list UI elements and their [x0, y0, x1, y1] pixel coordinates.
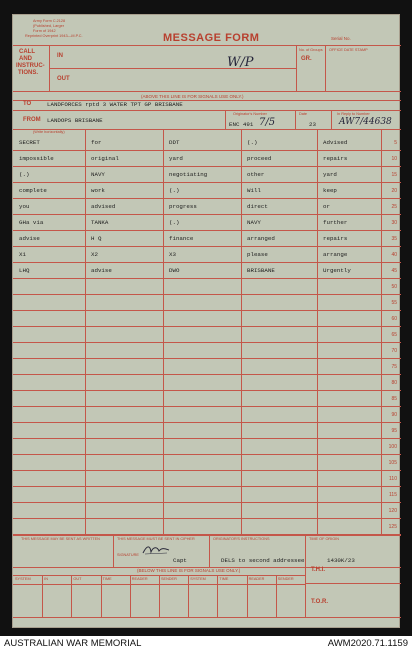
message-row — [13, 279, 401, 295]
signals-grid-divider — [217, 575, 218, 617]
message-word: X3 — [169, 251, 176, 258]
signals-grid-divider — [101, 575, 102, 617]
signals-grid-header: TIME — [219, 577, 229, 581]
footer-source-label: AUSTRALIAN WAR MEMORIAL — [4, 638, 142, 649]
row-count-number: 10 — [391, 156, 397, 162]
message-word: TANKA — [91, 219, 109, 226]
message-word: yard — [169, 155, 183, 162]
message-word: BRISBANE — [247, 267, 275, 274]
from-label: FROM — [23, 117, 41, 123]
message-row — [13, 407, 401, 423]
message-word: proceed — [247, 155, 272, 162]
message-word: H Q — [91, 235, 102, 242]
row-count-number: 5 — [394, 140, 397, 146]
message-row — [13, 359, 401, 375]
message-word: original — [91, 155, 119, 162]
message-word: advised — [91, 203, 116, 210]
date-label: Date — [299, 112, 308, 116]
signals-grid-header: SENDER — [161, 577, 177, 581]
message-word: (.) — [247, 139, 258, 146]
signals-grid-header: READER — [248, 577, 265, 581]
message-row — [13, 327, 401, 343]
call-label-2: AND — [19, 56, 32, 62]
row-count-number: 90 — [391, 412, 397, 418]
grid-column-divider — [317, 129, 318, 535]
signals-grid-header: SYSTEM — [190, 577, 206, 581]
message-word: DWO — [169, 267, 180, 274]
handwritten-date: 7/5 — [259, 117, 276, 128]
sent-as-written-note: THIS MESSAGE MAY BE SENT AS WRITTEN — [21, 537, 100, 541]
to-value: LANDFORCES rptd 3 WATER TPT GP BRISBANE — [47, 101, 183, 108]
gr-label: GR. — [301, 56, 312, 62]
message-row — [13, 247, 401, 263]
row-count-number: 20 — [391, 188, 397, 194]
message-form-sheet — [12, 14, 400, 628]
reply-number-label: In Reply to Number — [337, 112, 370, 116]
message-word: for — [91, 139, 102, 146]
grid-column-divider — [241, 129, 242, 535]
form-note-2: (Published, Larger — [33, 24, 65, 28]
message-row — [13, 487, 401, 503]
originators-number-label: Originator's Number — [233, 112, 267, 116]
form-title: MESSAGE FORM — [163, 32, 260, 44]
signals-grid-header: OUT — [73, 577, 82, 581]
message-row — [13, 471, 401, 487]
signals-grid-divider — [130, 575, 131, 617]
signals-grid-header: TIME — [102, 577, 112, 581]
signals-grid-header: SENDER — [277, 577, 294, 581]
originator-instructions-label: ORIGINATOR'S INSTRUCTIONS — [213, 537, 270, 541]
message-word: repairs — [323, 155, 348, 162]
message-row — [13, 503, 401, 519]
row-count-number: 55 — [391, 300, 397, 306]
message-row — [13, 199, 401, 215]
send-in-cipher-note: THIS MESSAGE MUST BE SENT IN CIPHER — [117, 537, 195, 541]
no-of-groups-label: No. of Groups — [299, 48, 323, 52]
message-word: direct — [247, 203, 268, 210]
message-row — [13, 151, 401, 167]
message-row — [13, 439, 401, 455]
form-note-3: Form of 1942 — [33, 29, 56, 33]
message-row — [13, 375, 401, 391]
handwritten-wp: W/P — [227, 55, 254, 70]
message-word: negotiating — [169, 171, 208, 178]
call-label-3: INSTRUC- — [16, 63, 45, 69]
row-count-number: 40 — [391, 252, 397, 258]
row-count-number: 60 — [391, 316, 397, 322]
message-word: progress — [169, 203, 197, 210]
to-label: TO — [23, 101, 32, 107]
signals-grid-divider — [276, 575, 277, 617]
message-word: (.) — [19, 171, 30, 178]
message-word: work — [91, 187, 105, 194]
signals-use-above-note: (ABOVE THIS LINE IS FOR SIGNALS USE ONLY.) — [141, 94, 244, 99]
message-word: (.) — [169, 219, 180, 226]
message-word: X1 — [19, 251, 26, 258]
message-word: SECRET — [19, 139, 40, 146]
row-count-number: 15 — [391, 172, 397, 178]
signals-grid-divider — [247, 575, 248, 617]
message-word: GHa via — [19, 219, 44, 226]
typed-time-of-origin: 1430K/23 — [327, 557, 355, 564]
message-word: you — [19, 203, 30, 210]
message-word: keep — [323, 187, 337, 194]
row-count-number: 45 — [391, 268, 397, 274]
message-row — [13, 215, 401, 231]
time-of-origin-label: TIME OF ORIGIN — [309, 537, 339, 541]
row-count-number: 100 — [388, 444, 397, 450]
row-count-number: 70 — [391, 348, 397, 354]
grid-column-divider — [381, 129, 382, 535]
row-count-number: 80 — [391, 380, 397, 386]
tor-label: T.O.R. — [311, 599, 329, 605]
message-word: Advised — [323, 139, 348, 146]
message-row — [13, 391, 401, 407]
message-row — [13, 343, 401, 359]
message-row — [13, 263, 401, 279]
handwritten-reply-number: AW7/44638 — [339, 117, 392, 127]
row-count-number: 120 — [388, 508, 397, 514]
thi-label: T.H.I. — [311, 567, 326, 573]
signals-grid-divider — [71, 575, 72, 617]
message-word: or — [323, 203, 330, 210]
message-row — [13, 183, 401, 199]
message-row — [13, 295, 401, 311]
message-word: LHQ — [19, 267, 30, 274]
message-row — [13, 135, 401, 151]
call-label-4: TIONS. — [18, 70, 39, 76]
message-word: Will — [247, 187, 261, 194]
message-row — [13, 231, 401, 247]
typed-rank: Capt — [173, 557, 187, 564]
form-note-4: Reprinted Overprint 1943—M.P.C. — [25, 34, 83, 38]
row-count-number: 125 — [388, 524, 397, 530]
message-grid — [13, 135, 401, 535]
row-count-number: 115 — [389, 492, 397, 498]
signals-grid-divider — [188, 575, 189, 617]
message-word: repairs — [323, 235, 348, 242]
call-label-1: CALL — [19, 49, 35, 55]
row-count-number: 75 — [391, 364, 397, 370]
message-row — [13, 519, 401, 535]
message-word: please — [247, 251, 268, 258]
signals-grid-header: SYSTEM — [15, 577, 31, 581]
row-count-number: 110 — [389, 476, 397, 482]
message-word: arrange — [323, 251, 348, 258]
message-word: arranged — [247, 235, 275, 242]
serial-label: Serial No. — [331, 36, 351, 41]
signals-grid-header: IN — [44, 577, 48, 581]
message-word: complete — [19, 187, 47, 194]
office-date-stamp-label: OFFICE DATE STAMP — [329, 48, 368, 52]
message-word: Urgently — [323, 267, 351, 274]
message-row — [13, 311, 401, 327]
message-word: DDT — [169, 139, 180, 146]
grid-column-divider — [163, 129, 164, 535]
message-word: yard — [323, 171, 337, 178]
message-word: advise — [91, 267, 112, 274]
row-count-number: 95 — [391, 428, 397, 434]
message-word: impossible — [19, 155, 54, 162]
in-label: IN — [57, 53, 63, 59]
row-count-number: 65 — [391, 332, 397, 338]
row-count-number: 85 — [391, 396, 397, 402]
row-count-number: 50 — [391, 284, 397, 290]
message-word: advise — [19, 235, 40, 242]
message-row — [13, 455, 401, 471]
message-word: finance — [169, 235, 194, 242]
out-label: OUT — [57, 76, 70, 82]
signals-grid-header: READER — [131, 577, 148, 581]
footer-accession-number: AWM2020.71.1159 — [327, 638, 408, 649]
message-word: other — [247, 171, 265, 178]
signals-use-below-note: (BELOW THIS LINE IS FOR SIGNALS USE ONLY.) — [137, 568, 241, 573]
row-count-number: 30 — [391, 220, 397, 226]
message-word: further — [323, 219, 348, 226]
message-word: X2 — [91, 251, 98, 258]
row-count-number: 35 — [391, 236, 397, 242]
originators-number-value: ENC 491 — [229, 121, 254, 128]
write-horizontally-note: (Write horizontally) — [33, 130, 65, 134]
date-value: 23 — [309, 121, 316, 128]
message-word: (.) — [169, 187, 180, 194]
signals-grid — [13, 575, 305, 617]
typed-address-note: DELS to second addressee — [221, 557, 305, 564]
row-count-number: 25 — [391, 204, 397, 210]
form-note-1: Army Form C.2128 — [33, 19, 66, 23]
signature-label: SIGNATURE — [117, 553, 139, 557]
message-row — [13, 167, 401, 183]
message-word: NAVY — [91, 171, 105, 178]
from-value: LANDOPS BRISBANE — [47, 117, 103, 124]
row-count-number: 105 — [388, 460, 397, 466]
message-row — [13, 423, 401, 439]
handwritten-signature — [141, 543, 171, 557]
grid-column-divider — [85, 129, 86, 535]
message-word: NAVY — [247, 219, 261, 226]
signals-grid-divider — [159, 575, 160, 617]
signals-grid-divider — [42, 575, 43, 617]
